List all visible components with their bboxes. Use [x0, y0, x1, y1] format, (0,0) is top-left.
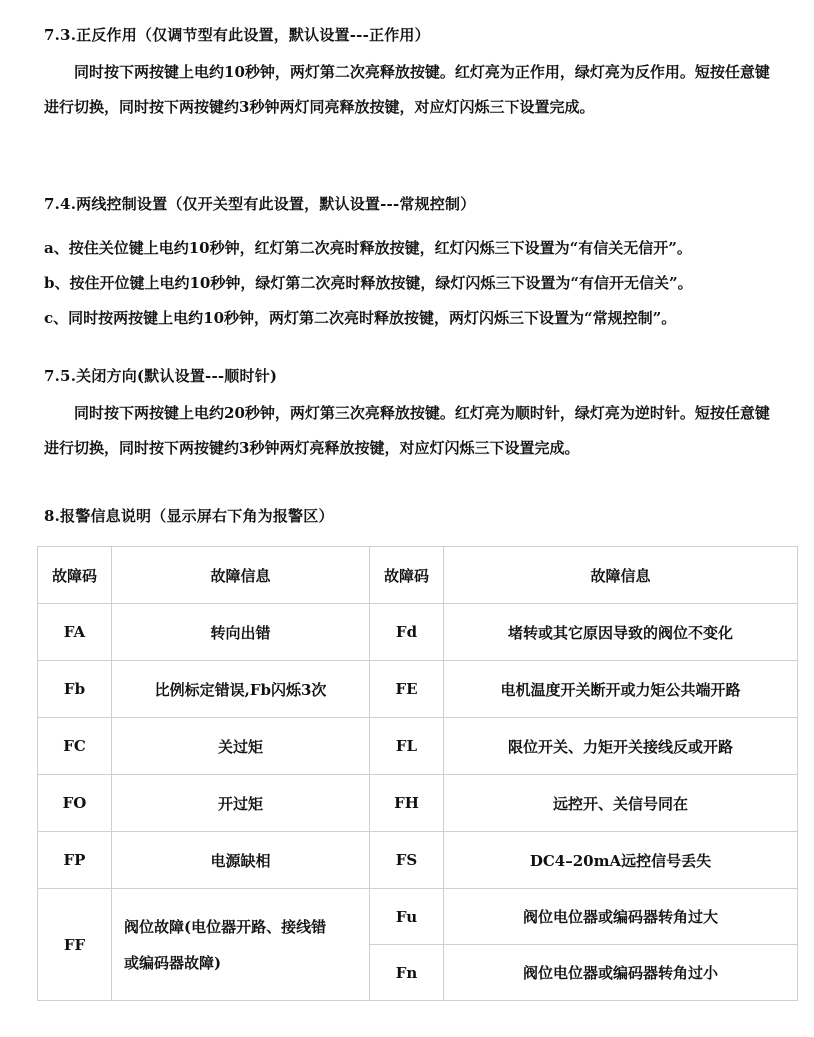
table-row [38, 604, 798, 661]
fault-info: DC4–20mA远控信号丢失 [444, 832, 798, 889]
table-header-row [38, 547, 798, 604]
fault-code: FO [38, 775, 112, 832]
fault-code: FA [38, 604, 112, 661]
fault-info: 转向出错 [112, 604, 370, 661]
section-7-4-item-b: b、按住开位键上电约10秒钟，绿灯第二次亮时释放按键，绿灯闪烁三下设置为“有信开无信关”。 [44, 274, 693, 292]
table-row [38, 832, 798, 889]
section-7-5-text: 同时按下两按键上电约20秒钟，两灯第三次亮释放按键。红灯亮为顺时针，绿灯亮为逆时针。短按任意键进行切换，同时按下两按键约3秒钟两灯亮释放按键，对应灯闪烁三下设置完成。 [44, 404, 770, 457]
fault-info: 电机温度开关断开或力矩公共端开路 [444, 661, 798, 718]
fault-code: FS [370, 832, 444, 889]
section-7-4-item-c: c、同时按两按键上电约10秒钟，两灯第二次亮时释放按键，两灯闪烁三下设置为“常规控制”。 [44, 309, 677, 327]
fault-code: FP [38, 832, 112, 889]
alarm-table [37, 546, 798, 1001]
fault-code: FE [370, 661, 444, 718]
fault-info: 电源缺相 [112, 832, 370, 889]
fault-info: 堵转或其它原因导致的阀位不变化 [444, 604, 798, 661]
fault-info: 开过矩 [112, 775, 370, 832]
table-row [38, 661, 798, 718]
section-7-4-title: 7.4.两线控制设置（仅开关型有此设置，默认设置---常规控制） [44, 195, 476, 213]
section-7-3-title: 7.3.正反作用（仅调节型有此设置，默认设置---正作用） [44, 26, 430, 44]
fault-code: Fb [38, 661, 112, 718]
fault-info: 关过矩 [112, 718, 370, 775]
table-row [38, 775, 798, 832]
fault-info: 限位开关、力矩开关接线反或开路 [444, 718, 798, 775]
section-7-3-text: 同时按下两按键上电约10秒钟，两灯第二次亮释放按键。红灯亮为正作用，绿灯亮为反作用。短按任意键进行切换，同时按下两按键约3秒钟两灯同亮释放按键，对应灯闪烁三下设置完成。 [44, 63, 770, 116]
fault-info [112, 889, 370, 1001]
section-7-5-body [44, 396, 774, 466]
table-row [38, 718, 798, 775]
table-row [38, 889, 798, 945]
fault-code: FC [38, 718, 112, 775]
fault-code: FL [370, 718, 444, 775]
fault-code: FF [38, 889, 112, 1001]
fault-code: FH [370, 775, 444, 832]
header-code-2: 故障码 [370, 547, 444, 604]
section-7-3-body [44, 55, 774, 125]
section-7-4-item-a: a、按住关位键上电约10秒钟，红灯第二次亮时释放按键，红灯闪烁三下设置为“有信关无信开”。 [44, 239, 692, 257]
header-code-1: 故障码 [38, 547, 112, 604]
header-info-1: 故障信息 [112, 547, 370, 604]
fault-code: Fu [370, 889, 444, 945]
fault-info: 比例标定错误,Fb闪烁3次 [112, 661, 370, 718]
fault-info-line: 阀位故障(电位器开路、接线错 [124, 917, 327, 936]
fault-info: 远控开、关信号同在 [444, 775, 798, 832]
fault-code: Fd [370, 604, 444, 661]
fault-info: 阀位电位器或编码器转角过小 [444, 945, 798, 1001]
fault-info: 阀位电位器或编码器转角过大 [444, 889, 798, 945]
fault-code: Fn [370, 945, 444, 1001]
header-info-2: 故障信息 [444, 547, 798, 604]
section-8-title: 8.报警信息说明（显示屏右下角为报警区） [44, 507, 334, 525]
fault-info-line: 或编码器故障) [124, 953, 222, 972]
section-7-5-title: 7.5.关闭方向(默认设置---顺时针) [44, 367, 278, 385]
